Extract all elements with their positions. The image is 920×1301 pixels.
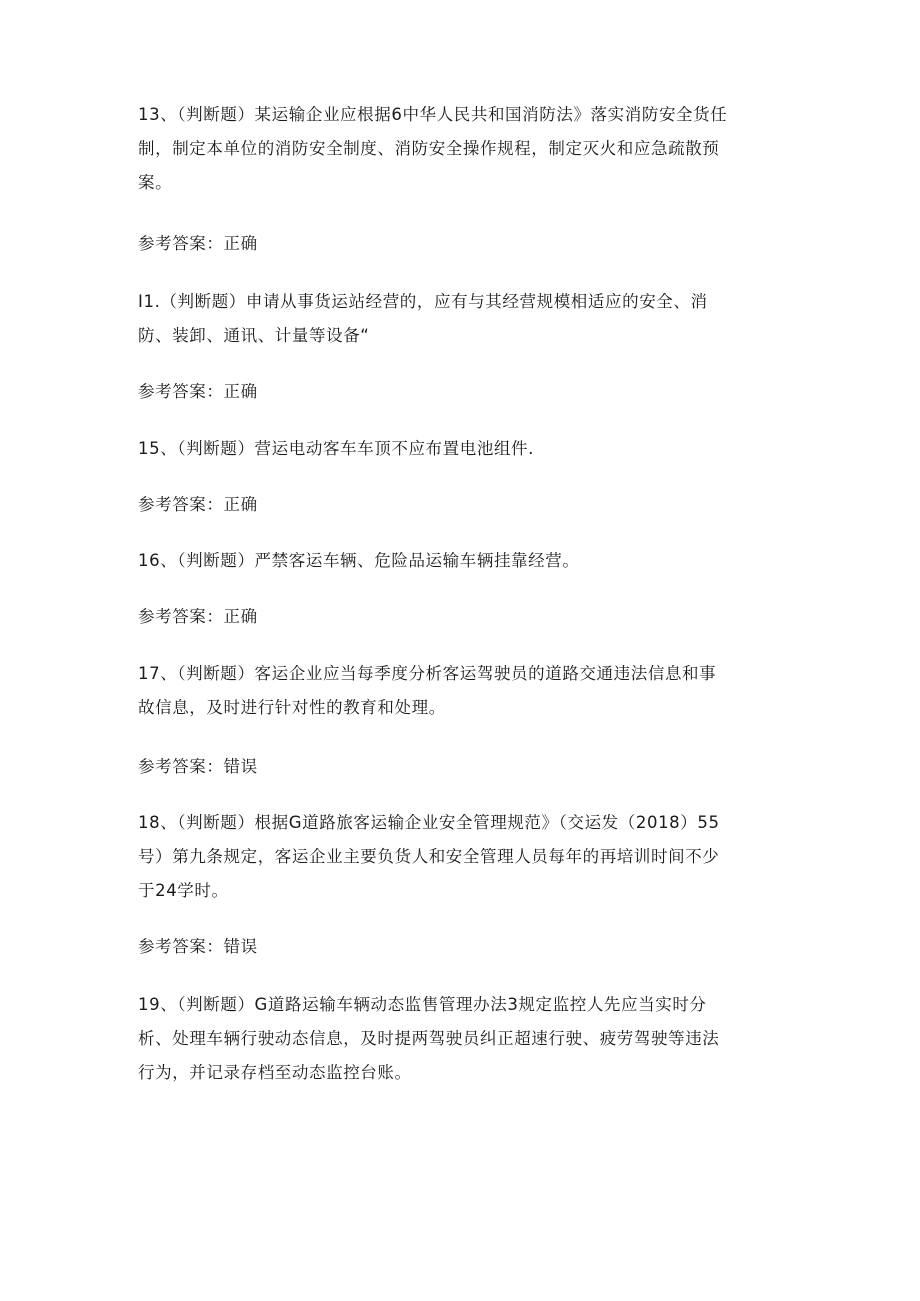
- answer-text: 参考答案：正确: [138, 234, 258, 253]
- question-text-line: 17、（判断题）客运企业应当每季度分析客运驾驶员的道路交通违法信息和事: [138, 664, 717, 683]
- answer-17: [138, 750, 788, 784]
- question-text-line: 制，制定本单位的消防安全制度、消防安全操作规程，制定灭火和应急疏散预: [138, 139, 720, 158]
- question-19: [138, 988, 788, 1090]
- question-14: [138, 285, 788, 353]
- question-text-line: 13、（判断题）某运输企业应根据6中华人民共和国消防法》落实消防安全货任: [138, 105, 728, 124]
- question-15: [138, 432, 788, 466]
- question-text-line: 防、装卸、通讯、计量等设备“: [138, 326, 370, 345]
- answer-text: 参考答案：错误: [138, 757, 258, 776]
- question-text-line: 行为，并记录存档至动态监控台账。: [138, 1063, 412, 1082]
- question-text-line: 18、（判断题）根据G道路旅客运输企业安全管理规范》（交运发（2018）55: [138, 813, 720, 832]
- answer-15: [138, 488, 788, 522]
- answer-text: 参考答案：正确: [138, 607, 258, 626]
- question-text-line: 16、（判断题）严禁客运车辆、危险品运输车辆挂靠经营。: [138, 551, 580, 570]
- question-13: [138, 98, 788, 200]
- answer-18: [138, 930, 788, 964]
- question-text-line: 号）第九条规定，客运企业主要负货人和安全管理人员每年的再培训时间不少: [138, 847, 720, 866]
- answer-text: 参考答案：错误: [138, 937, 258, 956]
- answer-14: [138, 375, 788, 409]
- question-text-line: I1.（判断题）申请从事货运站经营的，应有与其经营规模相适应的安全、消: [138, 292, 708, 311]
- question-17: [138, 657, 788, 725]
- question-text-line: 析、处理车辆行驶动态信息，及时提两驾驶员纠正超速行驶、疲劳驾驶等违法: [138, 1029, 720, 1048]
- question-text-line: 15、（判断题）营运电动客车车顶不应布置电池组件.: [138, 439, 534, 458]
- question-text-line: 于24学时。: [138, 881, 229, 900]
- question-text-line: 19、（判断题）G道路运输车辆动态监售管理办法3规定监控人先应当实时分: [138, 995, 707, 1014]
- question-16: [138, 544, 788, 578]
- question-18: [138, 806, 788, 908]
- answer-text: 参考答案：正确: [138, 495, 258, 514]
- answer-13: [138, 227, 788, 261]
- question-text-line: 案。: [138, 173, 173, 192]
- answer-text: 参考答案：正确: [138, 382, 258, 401]
- question-text-line: 故信息，及时进行针对性的教育和处理。: [138, 698, 446, 717]
- answer-16: [138, 600, 788, 634]
